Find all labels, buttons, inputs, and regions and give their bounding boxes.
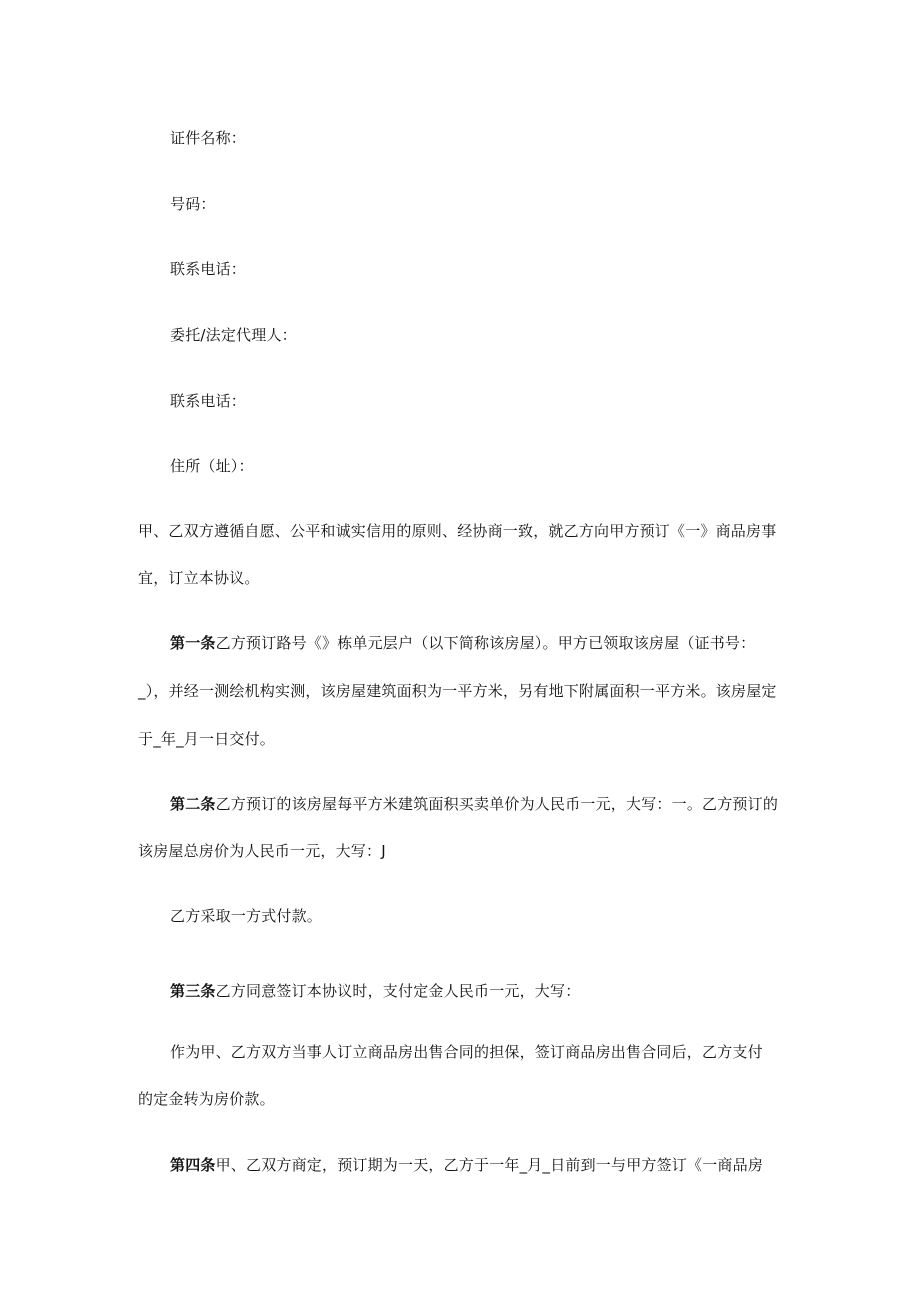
article-3-line-2: 作为甲、乙方双方当事人订立商品房出售合同的担保，签订商品房出售合同后，乙方支付 [170,1043,763,1061]
intro-line-2: 宜，订立本协议。 [138,569,260,587]
intro-line-1: 甲、乙双方遵循自愿、公平和诚实信用的原则、经协商一致，就乙方向甲方预订《一》商品房事 [138,522,777,540]
field-number: 号码： [170,195,216,213]
article-1-line-3: 于_年_月一日交付。 [138,730,276,748]
article-2-label: 第二条 [170,795,216,813]
article-1-label: 第一条 [170,634,216,652]
field-cert-name: 证件名称： [170,129,247,147]
field-phone: 联系电话： [170,260,247,278]
article-4-line-1 [170,1155,763,1175]
article-1-line-2: _），并经一测绘机构实测，该房屋建筑面积为一平方米，另有地下附属面积一平方米。该房屋定 [138,682,777,700]
article-2-line-3: 乙方采取一方式付款。 [170,907,323,925]
article-3-line-3: 的定金转为房价款。 [138,1090,275,1108]
article-3-line-1 [170,981,580,1001]
article-3-text: 乙方同意签订本协议时，支付定金人民币一元，大写： [215,982,581,1000]
article-3-label: 第三条 [170,982,216,1000]
article-4-text: 甲、乙双方商定，预订期为一天，乙方于一年_月_日前到一与甲方签订《一商品房 [215,1156,764,1174]
article-2-text: 乙方预订的该房屋每平方米建筑面积买卖单价为人民币一元，大写：一。乙方预订的 [215,795,779,813]
field-agent: 委托/法定代理人： [170,326,297,344]
article-4-label: 第四条 [170,1156,216,1174]
article-2-line-2: 该房屋总房价为人民币一元，大写：J [138,842,386,860]
article-2-line-1 [170,794,778,814]
field-address: 住所（址）： [170,457,254,475]
field-agent-phone: 联系电话： [170,392,247,410]
article-1-line-1 [170,633,755,653]
article-1-text: 乙方预订路号《》栋单元层户（以下简称该房屋）。甲方已领取该房屋（证书号： [215,634,756,652]
